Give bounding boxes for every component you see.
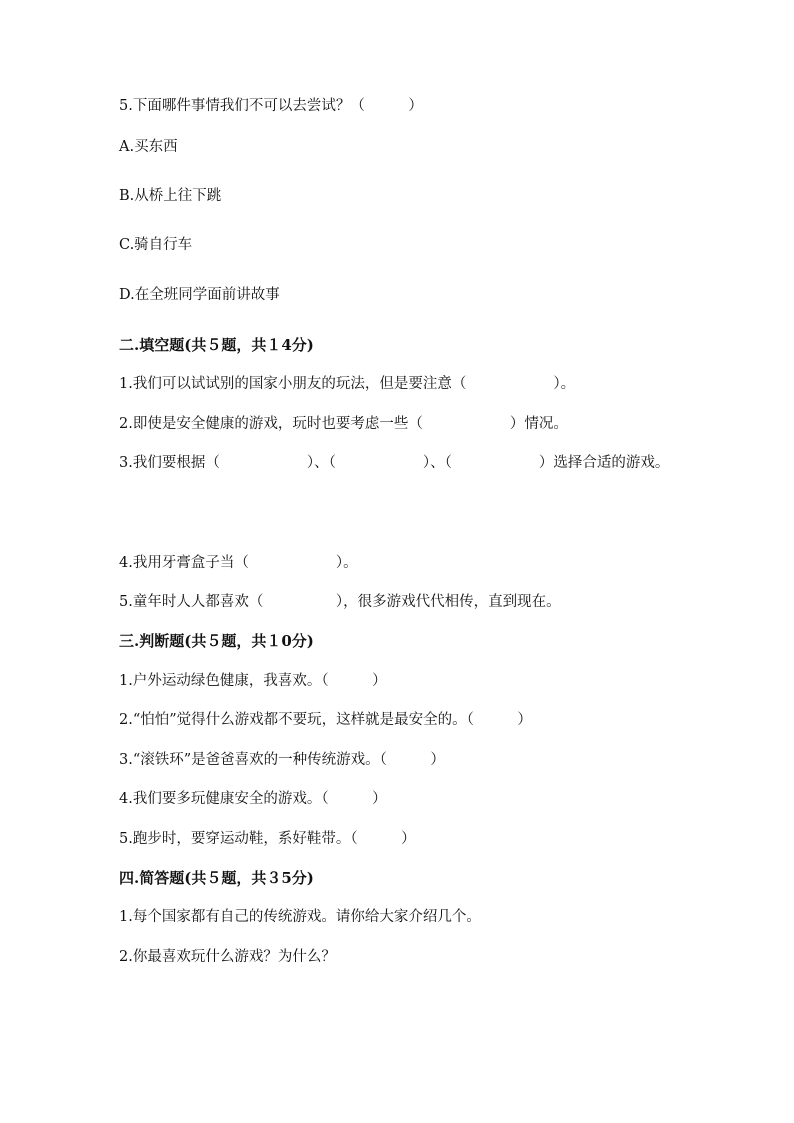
true-false-item-2: 2.“怕怕”觉得什么游戏都不要玩，这样就是最安全的。（ ） bbox=[119, 712, 532, 728]
true-false-item-1: 1.户外运动绿色健康，我喜欢。（ ） bbox=[119, 673, 387, 689]
short-answer-item-2: 2.你最喜欢玩什么游戏？为什么？ bbox=[119, 949, 336, 965]
section-heading-true-false: 三.判断题(共５题，共１0分) bbox=[119, 632, 314, 650]
true-false-item-4: 4.我们要多玩健康安全的游戏。（ ） bbox=[119, 791, 387, 807]
fill-in-item-5: 5.童年时人人都喜欢（ ），很多游戏代代相传，直到现在。 bbox=[119, 594, 561, 610]
fill-in-item-4: 4.我用牙膏盒子当（ ）。 bbox=[119, 555, 358, 571]
fill-in-item-2: 2.即使是安全健康的游戏，玩时也要考虑一些（ ）情况。 bbox=[119, 416, 568, 432]
q5-option-a: A.买东西 bbox=[119, 139, 178, 155]
q5-option-d: D.在全班同学面前讲故事 bbox=[119, 287, 280, 303]
q5-option-b: B.从桥上往下跳 bbox=[119, 188, 222, 204]
fill-in-item-1: 1.我们可以试试别的国家小朋友的玩法，但是要注意（ ）。 bbox=[119, 376, 576, 392]
fill-in-item-3: 3.我们要根据（ ）、（ ）、（ ）选择合适的游戏。 bbox=[119, 455, 670, 471]
section-heading-fill-in: 二.填空题(共５题，共１4分) bbox=[119, 336, 314, 354]
section-heading-short-answer: 四.简答题(共５题，共３5分) bbox=[119, 869, 314, 887]
true-false-item-5: 5.跑步时，要穿运动鞋，系好鞋带。（ ） bbox=[119, 831, 416, 847]
q5-stem: 5.下面哪件事情我们不可以去尝试？（ ） bbox=[119, 98, 423, 114]
true-false-item-3: 3.“滚铁环”是爸爸喜欢的一种传统游戏。（ ） bbox=[119, 752, 445, 768]
short-answer-item-1: 1.每个国家都有自己的传统游戏。请你给大家介绍几个。 bbox=[119, 909, 481, 925]
q5-option-c: C.骑自行车 bbox=[119, 237, 193, 253]
